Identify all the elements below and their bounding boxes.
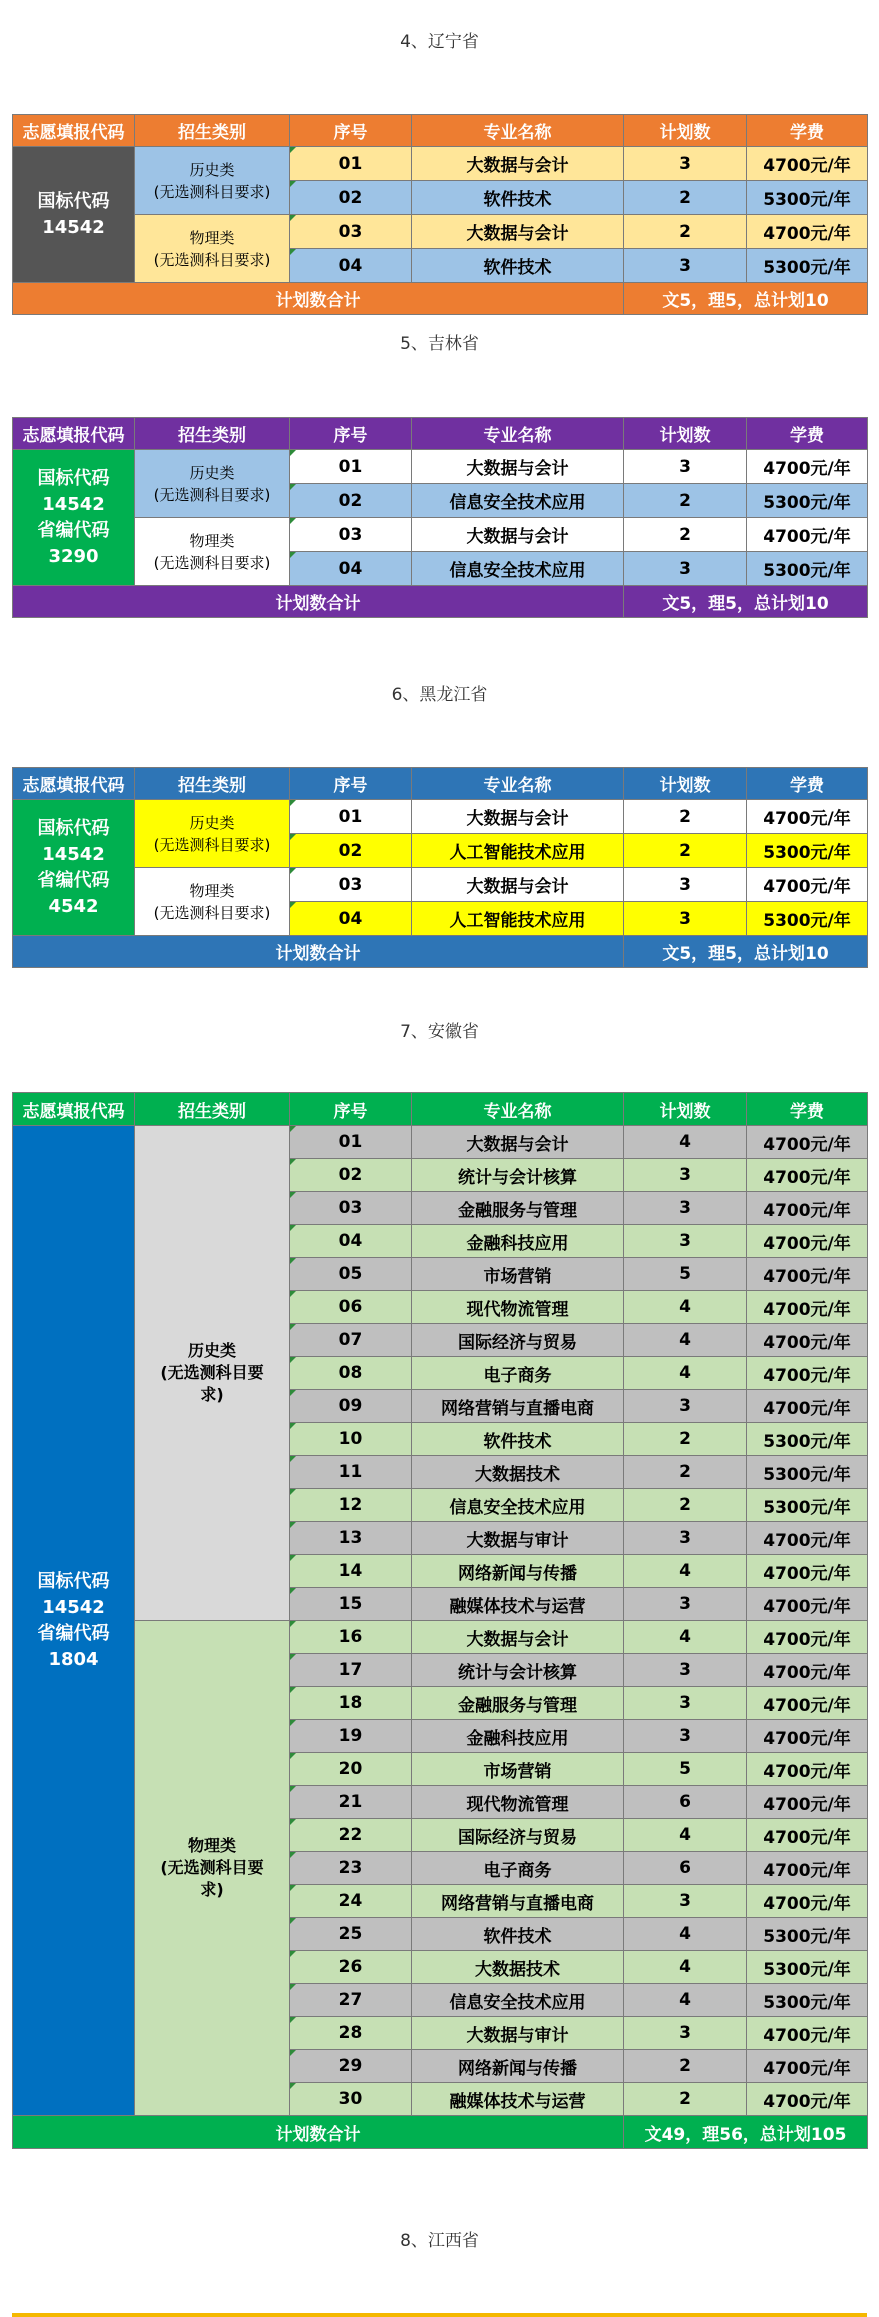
table-row-plan: 2 — [624, 834, 747, 868]
table-row-seq: 01 — [290, 800, 412, 834]
table-row-seq: 06 — [290, 1291, 412, 1324]
section-title-heilongjiang: 6、黑龙江省 — [391, 685, 488, 705]
table-row-fee: 4700元/年 — [747, 1654, 868, 1687]
header-code: 志愿填报代码 — [13, 1093, 135, 1126]
table-row-seq: 02 — [290, 834, 412, 868]
table-row-fee: 4700元/年 — [747, 1753, 868, 1786]
table-row-plan: 3 — [624, 1654, 747, 1687]
table-row-major: 网络新闻与传播 — [412, 2050, 624, 2083]
category-history: 历史类 (无选测科目要求) — [135, 800, 290, 868]
category-history: 历史类 (无选测科目要求) — [135, 147, 290, 215]
footer-total: 文5，理5，总计划10 — [624, 586, 868, 618]
table-row-fee: 4700元/年 — [747, 1720, 868, 1753]
table-row-fee: 5300元/年 — [747, 1984, 868, 2017]
table-row-fee: 4700元/年 — [747, 2017, 868, 2050]
table-row-seq: 21 — [290, 1786, 412, 1819]
table-row-plan: 3 — [624, 1687, 747, 1720]
table-row-seq: 04 — [290, 902, 412, 936]
table-row-plan: 3 — [624, 1390, 747, 1423]
table-row-major: 国际经济与贸易 — [412, 1324, 624, 1357]
table-row-seq: 25 — [290, 1918, 412, 1951]
footer-total: 文49，理56，总计划105 — [624, 2116, 868, 2149]
header-major: 专业名称 — [412, 1093, 624, 1126]
table-row-seq: 15 — [290, 1588, 412, 1621]
table-row-plan: 3 — [624, 902, 747, 936]
table-row-plan: 2 — [624, 181, 747, 215]
code-cell: 国标代码 14542 省编代码 4542 — [13, 800, 135, 936]
table-row-plan: 4 — [624, 1357, 747, 1390]
table-row-seq: 17 — [290, 1654, 412, 1687]
table-row-seq: 04 — [290, 249, 412, 283]
header-major: 专业名称 — [412, 418, 624, 450]
table-row-major: 信息安全技术应用 — [412, 552, 624, 586]
table-row-seq: 03 — [290, 215, 412, 249]
table-row-seq: 30 — [290, 2083, 412, 2116]
footer-total: 文5，理5，总计划10 — [624, 936, 868, 968]
header-plan: 计划数 — [624, 115, 747, 147]
table-row-major: 国际经济与贸易 — [412, 1819, 624, 1852]
table-row-seq: 12 — [290, 1489, 412, 1522]
table-row-fee: 4700元/年 — [747, 1225, 868, 1258]
category-physics: 物理类 (无选测科目要 求) — [135, 1621, 290, 2116]
table-row-fee: 4700元/年 — [747, 1258, 868, 1291]
table-row-major: 融媒体技术与运营 — [412, 1588, 624, 1621]
table-row-plan: 4 — [624, 1324, 747, 1357]
table-row-fee: 4700元/年 — [747, 518, 868, 552]
table-row-major: 大数据与会计 — [412, 518, 624, 552]
table-row-fee: 4700元/年 — [747, 450, 868, 484]
table-row-major: 软件技术 — [412, 1423, 624, 1456]
table-row-fee: 5300元/年 — [747, 1456, 868, 1489]
table-anhui — [12, 1092, 868, 2149]
table-row-major: 电子商务 — [412, 1852, 624, 1885]
table-row-plan: 2 — [624, 1489, 747, 1522]
table-row-major: 金融服务与管理 — [412, 1192, 624, 1225]
table-row-plan: 3 — [624, 1225, 747, 1258]
category-history: 历史类 (无选测科目要求) — [135, 450, 290, 518]
table-row-fee: 5300元/年 — [747, 1423, 868, 1456]
table-row-plan: 5 — [624, 1258, 747, 1291]
table-row-plan: 4 — [624, 1951, 747, 1984]
table-row-plan: 4 — [624, 1126, 747, 1159]
table-row-seq: 26 — [290, 1951, 412, 1984]
table-row-seq: 20 — [290, 1753, 412, 1786]
table-row-plan: 4 — [624, 1291, 747, 1324]
header-seq: 序号 — [290, 1093, 412, 1126]
table-row-seq: 03 — [290, 868, 412, 902]
section-title-anhui: 7、安徽省 — [400, 1022, 479, 1042]
header-seq: 序号 — [290, 418, 412, 450]
table-row-fee: 5300元/年 — [747, 834, 868, 868]
table-row-fee: 5300元/年 — [747, 181, 868, 215]
table-row-plan: 3 — [624, 147, 747, 181]
table-row-seq: 23 — [290, 1852, 412, 1885]
footer-total: 文5，理5，总计划10 — [624, 283, 868, 315]
table-row-major: 大数据技术 — [412, 1951, 624, 1984]
table-row — [13, 1126, 868, 1159]
code-cell: 国标代码 14542 省编代码 3290 — [13, 450, 135, 586]
table-liaoning — [12, 114, 868, 315]
table-row-major: 网络新闻与传播 — [412, 1555, 624, 1588]
header-code: 志愿填报代码 — [13, 115, 135, 147]
table-row-fee: 5300元/年 — [747, 249, 868, 283]
table-row-fee: 4700元/年 — [747, 1324, 868, 1357]
table-row-seq: 11 — [290, 1456, 412, 1489]
table-row-plan: 4 — [624, 1555, 747, 1588]
table-row-seq: 04 — [290, 552, 412, 586]
table-row-fee: 4700元/年 — [747, 1126, 868, 1159]
header-code: 志愿填报代码 — [13, 418, 135, 450]
table-row-major: 市场营销 — [412, 1753, 624, 1786]
table-row-major: 软件技术 — [412, 249, 624, 283]
table-row-major: 金融服务与管理 — [412, 1687, 624, 1720]
table-row-plan: 3 — [624, 249, 747, 283]
section-title-jilin: 5、吉林省 — [400, 334, 479, 354]
table-row-fee: 4700元/年 — [747, 1390, 868, 1423]
table-row-major: 大数据与会计 — [412, 450, 624, 484]
table-row-plan: 2 — [624, 1456, 747, 1489]
table-row-plan: 4 — [624, 1621, 747, 1654]
table-row-major: 大数据与会计 — [412, 800, 624, 834]
category-physics: 物理类 (无选测科目要求) — [135, 518, 290, 586]
table-row-plan: 6 — [624, 1786, 747, 1819]
table-row-plan: 3 — [624, 1192, 747, 1225]
table-row-seq: 03 — [290, 518, 412, 552]
table-row-major: 统计与会计核算 — [412, 1654, 624, 1687]
table-row-major: 大数据与会计 — [412, 215, 624, 249]
header-category: 招生类别 — [135, 768, 290, 800]
table-row-fee: 4700元/年 — [747, 2083, 868, 2116]
table-row-major: 大数据与审计 — [412, 2017, 624, 2050]
header-category: 招生类别 — [135, 1093, 290, 1126]
table-row-seq: 10 — [290, 1423, 412, 1456]
table-row-fee: 5300元/年 — [747, 552, 868, 586]
header-plan: 计划数 — [624, 418, 747, 450]
footer-label: 计划数合计 — [13, 2116, 624, 2149]
table-row-plan: 5 — [624, 1753, 747, 1786]
header-seq: 序号 — [290, 115, 412, 147]
section-title-liaoning: 4、辽宁省 — [400, 32, 479, 52]
table-row-fee: 4700元/年 — [747, 1291, 868, 1324]
table-row-major: 金融科技应用 — [412, 1720, 624, 1753]
table-row-seq: 18 — [290, 1687, 412, 1720]
table-row-fee: 4700元/年 — [747, 1786, 868, 1819]
table-row-seq: 02 — [290, 181, 412, 215]
code-cell: 国标代码 14542 省编代码 1804 — [13, 1126, 135, 2116]
table-row-plan: 3 — [624, 450, 747, 484]
table-heilongjiang — [12, 767, 868, 968]
table-row-plan: 4 — [624, 1984, 747, 2017]
table-row-fee: 4700元/年 — [747, 1588, 868, 1621]
table-row-seq: 22 — [290, 1819, 412, 1852]
table-row-plan: 3 — [624, 1588, 747, 1621]
footer-label: 计划数合计 — [13, 283, 624, 315]
table-row-major: 人工智能技术应用 — [412, 834, 624, 868]
table-row-seq: 01 — [290, 450, 412, 484]
table-row-plan: 2 — [624, 2050, 747, 2083]
header-plan: 计划数 — [624, 1093, 747, 1126]
table-row-major: 信息安全技术应用 — [412, 484, 624, 518]
table-row-fee: 4700元/年 — [747, 215, 868, 249]
table-row-fee: 4700元/年 — [747, 1819, 868, 1852]
table-row-major: 大数据与会计 — [412, 1126, 624, 1159]
table-row-seq: 04 — [290, 1225, 412, 1258]
table-row-seq: 01 — [290, 147, 412, 181]
table-row-plan: 2 — [624, 215, 747, 249]
header-major: 专业名称 — [412, 115, 624, 147]
table-row-major: 网络营销与直播电商 — [412, 1390, 624, 1423]
table-row-fee: 5300元/年 — [747, 484, 868, 518]
header-plan: 计划数 — [624, 768, 747, 800]
table-row-major: 大数据与会计 — [412, 147, 624, 181]
table-row-seq: 01 — [290, 1126, 412, 1159]
header-category: 招生类别 — [135, 418, 290, 450]
table-row-seq: 05 — [290, 1258, 412, 1291]
table-row-fee: 4700元/年 — [747, 1885, 868, 1918]
table-row-fee: 5300元/年 — [747, 1489, 868, 1522]
table-row-seq: 02 — [290, 1159, 412, 1192]
table-row-seq: 29 — [290, 2050, 412, 2083]
table-row-plan: 3 — [624, 552, 747, 586]
table-row-major: 软件技术 — [412, 181, 624, 215]
header-fee: 学费 — [747, 418, 868, 450]
table-row-plan: 4 — [624, 1918, 747, 1951]
table-row-fee: 4700元/年 — [747, 1852, 868, 1885]
table-row-seq: 16 — [290, 1621, 412, 1654]
table-row-major: 软件技术 — [412, 1918, 624, 1951]
table-row-major: 金融科技应用 — [412, 1225, 624, 1258]
category-physics: 物理类 (无选测科目要求) — [135, 868, 290, 936]
table-row-seq: 14 — [290, 1555, 412, 1588]
table-row-fee: 4700元/年 — [747, 1192, 868, 1225]
table-row-fee: 4700元/年 — [747, 868, 868, 902]
table-row-seq: 09 — [290, 1390, 412, 1423]
header-fee: 学费 — [747, 115, 868, 147]
table-row-major: 大数据技术 — [412, 1456, 624, 1489]
footer-label: 计划数合计 — [13, 936, 624, 968]
table-row-plan: 3 — [624, 1720, 747, 1753]
table-row-seq: 27 — [290, 1984, 412, 2017]
table-row-plan: 3 — [624, 1885, 747, 1918]
table-row-major: 市场营销 — [412, 1258, 624, 1291]
table-row-fee: 4700元/年 — [747, 1555, 868, 1588]
table-row-seq: 19 — [290, 1720, 412, 1753]
table-row-fee: 5300元/年 — [747, 1951, 868, 1984]
table-row-fee: 4700元/年 — [747, 1687, 868, 1720]
table-row-major: 信息安全技术应用 — [412, 1984, 624, 2017]
header-major: 专业名称 — [412, 768, 624, 800]
table-row-fee: 4700元/年 — [747, 1159, 868, 1192]
table-row-fee: 4700元/年 — [747, 1357, 868, 1390]
header-seq: 序号 — [290, 768, 412, 800]
table-row-seq: 07 — [290, 1324, 412, 1357]
table-jilin — [12, 417, 868, 618]
table-row-plan: 3 — [624, 1522, 747, 1555]
table-row-seq: 08 — [290, 1357, 412, 1390]
table-row-major: 电子商务 — [412, 1357, 624, 1390]
table-row — [13, 1621, 868, 1654]
table-row-plan: 2 — [624, 484, 747, 518]
table-row-major: 大数据与审计 — [412, 1522, 624, 1555]
table-row-plan: 3 — [624, 868, 747, 902]
header-code: 志愿填报代码 — [13, 768, 135, 800]
table-row-seq: 02 — [290, 484, 412, 518]
header-fee: 学费 — [747, 1093, 868, 1126]
section-title-jiangxi: 8、江西省 — [400, 2231, 479, 2251]
table-row-major: 统计与会计核算 — [412, 1159, 624, 1192]
footer-label: 计划数合计 — [13, 586, 624, 618]
table-row-major: 信息安全技术应用 — [412, 1489, 624, 1522]
table-row-plan: 3 — [624, 2017, 747, 2050]
table-row-plan: 3 — [624, 1159, 747, 1192]
table-row-major: 现代物流管理 — [412, 1291, 624, 1324]
table-row-fee: 5300元/年 — [747, 902, 868, 936]
table-row-major: 大数据与会计 — [412, 1621, 624, 1654]
table-row-seq: 28 — [290, 2017, 412, 2050]
header-fee: 学费 — [747, 768, 868, 800]
table-row-fee: 4700元/年 — [747, 2050, 868, 2083]
table-row-major: 大数据与会计 — [412, 868, 624, 902]
category-physics: 物理类 (无选测科目要求) — [135, 215, 290, 283]
table-row-fee: 4700元/年 — [747, 1522, 868, 1555]
table-row-fee: 4700元/年 — [747, 800, 868, 834]
table-row-seq: 24 — [290, 1885, 412, 1918]
table-row-major: 网络营销与直播电商 — [412, 1885, 624, 1918]
category-history: 历史类 (无选测科目要 求) — [135, 1126, 290, 1621]
table-row-fee: 4700元/年 — [747, 1621, 868, 1654]
code-cell: 国标代码 14542 — [13, 147, 135, 283]
table-row-seq: 13 — [290, 1522, 412, 1555]
table-row-fee: 5300元/年 — [747, 1918, 868, 1951]
header-category: 招生类别 — [135, 115, 290, 147]
table-row-plan: 4 — [624, 1819, 747, 1852]
table-row-plan: 2 — [624, 800, 747, 834]
table-row-plan: 2 — [624, 2083, 747, 2116]
table-row-major: 现代物流管理 — [412, 1786, 624, 1819]
table-row-major: 人工智能技术应用 — [412, 902, 624, 936]
table-row-fee: 4700元/年 — [747, 147, 868, 181]
table-row-plan: 2 — [624, 1423, 747, 1456]
next-table-header-strip — [12, 2313, 867, 2317]
table-row-plan: 6 — [624, 1852, 747, 1885]
table-row-major: 融媒体技术与运营 — [412, 2083, 624, 2116]
table-row-seq: 03 — [290, 1192, 412, 1225]
table-row-plan: 2 — [624, 518, 747, 552]
